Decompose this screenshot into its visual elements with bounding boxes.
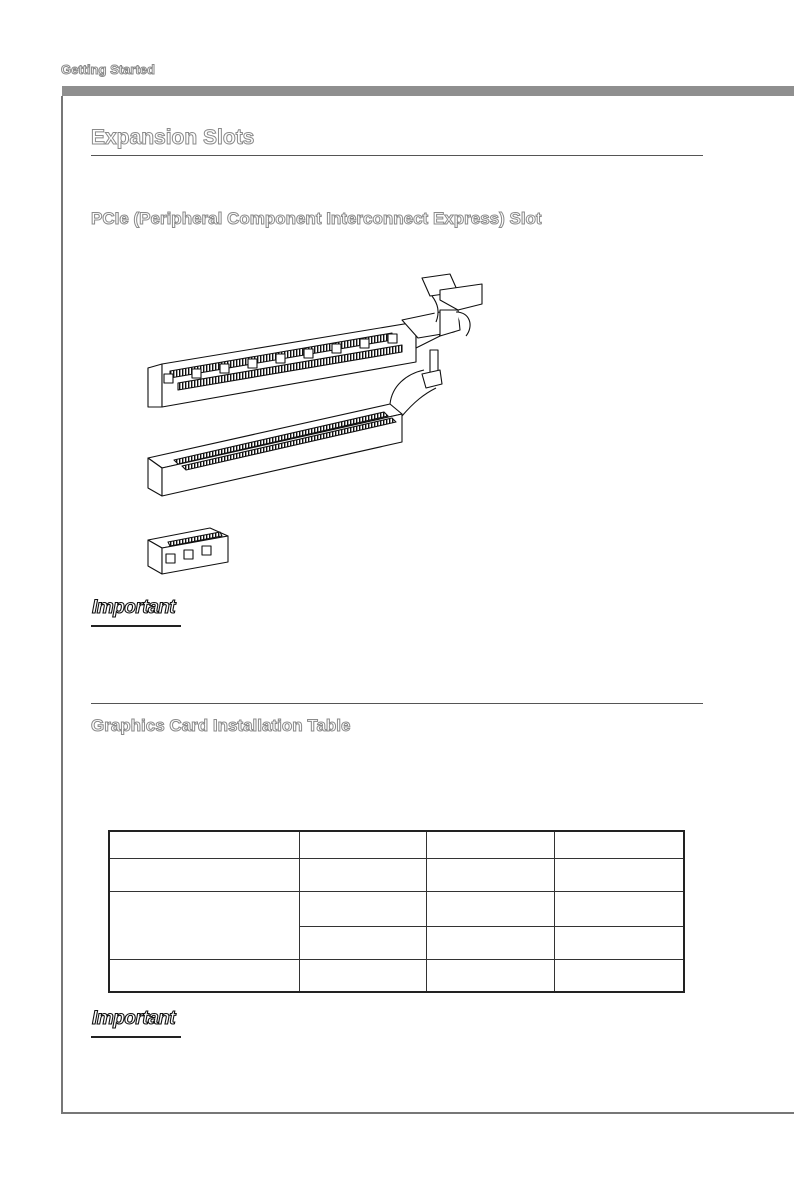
table-cell (299, 891, 427, 926)
important-note-label: Important (92, 597, 176, 618)
table-cell (299, 831, 427, 858)
table-row (109, 831, 684, 858)
table-cell (554, 960, 684, 992)
table-cell (554, 891, 684, 926)
pcie-subtitle: PCIe (Peripheral Component Interconnect Express) Slot (91, 209, 542, 228)
section-title: Expansion Slots (91, 126, 255, 149)
table-cell (427, 927, 555, 960)
table-cell (299, 927, 427, 960)
graphics-card-installation-table (108, 830, 685, 993)
important-underline (91, 625, 181, 627)
table-cell (427, 891, 555, 926)
table-cell (427, 960, 555, 992)
table-cell (109, 831, 299, 858)
table-row (109, 960, 684, 992)
table-cell (554, 831, 684, 858)
graphics-subtitle: Graphics Card Installation Table (91, 716, 351, 735)
important-underline (91, 1036, 181, 1038)
table-cell (554, 927, 684, 960)
pcie-slots-illustration (140, 270, 490, 585)
table-cell (299, 858, 427, 891)
table-row (109, 858, 684, 891)
table-cell (109, 858, 299, 891)
header-band (62, 86, 794, 96)
table-cell (554, 858, 684, 891)
table-cell (299, 960, 427, 992)
table-cell (109, 960, 299, 992)
running-header: Getting Started (61, 62, 155, 77)
important-note-label: Important (92, 1008, 176, 1029)
divider (91, 703, 703, 704)
table-row (109, 891, 684, 926)
table-cell (427, 831, 555, 858)
table-cell (427, 858, 555, 891)
divider (91, 155, 703, 156)
table-cell (109, 891, 299, 959)
